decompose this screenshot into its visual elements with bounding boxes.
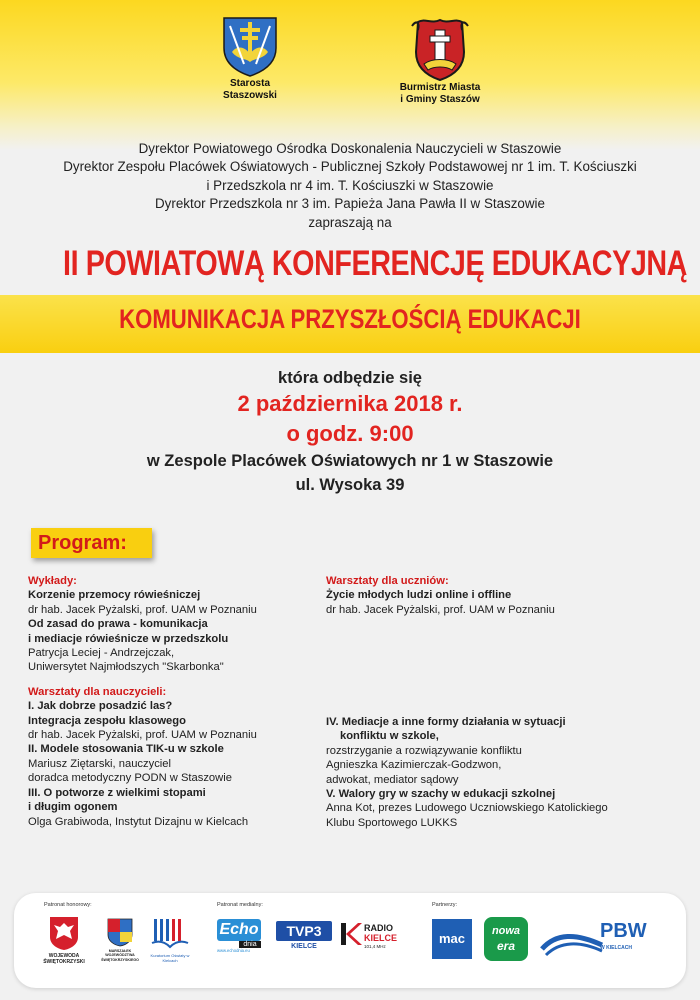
intro-line: Dyrektor Zespołu Placówek Oświatowych - Publicznej Szkoły Podstawowej nr 1 im. T. Kościuszki <box>63 159 637 175</box>
event-date: 2 października 2018 r. <box>237 391 463 416</box>
nowa-era-logo <box>484 917 528 961</box>
workshop-title: Życie młodych ludzi online i offline <box>326 589 512 602</box>
radio-text: RADIO <box>364 923 393 933</box>
marszalek-coat-of-arms-icon <box>106 917 134 947</box>
program-right-column-bottom <box>326 715 676 830</box>
mac-text: mac <box>438 931 466 946</box>
burmistrz-label-line1: Burmistrz Miasta <box>399 82 481 93</box>
media-patronage-label: Patronat medialny: <box>217 902 263 908</box>
event-street: ul. Wysoka 39 <box>295 476 405 494</box>
pbw-text: PBW <box>600 920 647 942</box>
workshop-title: III. O potworze z wielkimi stopami <box>28 786 206 799</box>
intro-line: Dyrektor Powiatowego Ośrodka Doskonalenia Nauczycieli w Staszowie <box>138 141 562 156</box>
workshop-title: II. Modele stosowania TIK-u w szkole <box>28 743 224 756</box>
tvp3-text: TVP3 <box>276 921 332 941</box>
radio-freq-text: 101,4 MHz <box>364 944 386 949</box>
workshop-title: Integracja zespołu klasowego <box>28 714 186 727</box>
workshop-speaker: Klubu Sportowego LUKKS <box>326 816 458 829</box>
lecture-title: i mediacje rówieśnicze w przedszkolu <box>28 632 229 645</box>
workshop-speaker: adwokat, mediator sądowy <box>326 773 459 786</box>
program-right-column-top <box>326 574 656 617</box>
marszalek-text: MARSZAŁEK WOJEWÓDZTWA ŚWIĘTOKRZYSKIEGO <box>101 949 139 962</box>
mac-logo <box>432 919 472 959</box>
burmistrz-coat-of-arms-icon <box>410 16 470 82</box>
workshop-speaker: doradca metodyczny PODN w Staszowie <box>28 772 232 785</box>
lecture-title: Od zasad do prawa - komunikacja <box>28 618 208 631</box>
starosta-label <box>210 78 290 102</box>
intro-line: i Przedszkola nr 4 im. T. Kościuszki w Staszowie <box>206 177 494 193</box>
workshop-speaker: rozstrzyganie a rozwiązywanie konfliktu <box>326 744 522 757</box>
radio-k-icon <box>340 921 362 952</box>
open-book-icon <box>150 915 190 951</box>
conference-subtitle: KOMUNIKACJA PRZYSZŁOŚCIĄ EDUKACJI <box>119 304 581 334</box>
header-yellow-band <box>0 0 700 150</box>
workshop-speaker: Agnieszka Kazimierczak-Godzwon, <box>326 759 502 772</box>
lecture-speaker: Patrycja Leciej - Andrzejczak, <box>28 647 175 660</box>
pbw-logo <box>540 917 658 961</box>
event-lead: która odbędzie się <box>278 369 422 387</box>
radio-k-mark-icon <box>340 921 362 947</box>
workshop-title: i długim ogonem <box>28 801 118 814</box>
event-info <box>0 368 700 497</box>
tvp3-city-text: KIELCE <box>291 943 317 950</box>
conference-headline: II POWIATOWĄ KONFERENCJĘ EDUKACYJNĄ <box>63 244 688 283</box>
pbw-book-icon <box>540 919 604 959</box>
echo-url-text: www.echodnia.eu <box>217 948 250 953</box>
kuratorium-text: Kuratorium Oświaty w Kielcach <box>150 953 190 963</box>
patrons-footer <box>14 893 686 988</box>
workshop-title: I. Jak dobrze posadzić las? <box>28 700 173 713</box>
intro-line: zapraszają na <box>308 214 392 230</box>
workshop-title: IV. Mediacje a inne formy działania w sytuacji <box>326 716 566 728</box>
lecture-speaker: Uniwersytet Najmłodszych "Skarbonka" <box>28 661 224 674</box>
lecture-speaker: dr hab. Jacek Pyżalski, prof. UAM w Poznaniu <box>28 603 257 616</box>
student-workshops-heading: Warsztaty dla uczniów: <box>326 575 449 587</box>
era-text: era <box>496 939 516 953</box>
workshop-speaker: Mariusz Ziętarski, nauczyciel <box>28 757 171 770</box>
starosta-label-line1: Starosta <box>229 78 270 89</box>
partners-label: Partnerzy: <box>432 902 458 908</box>
starosta-coat-of-arms-icon <box>218 14 282 78</box>
lectures-heading: Wykłady: <box>28 575 77 587</box>
wojewoda-text: WOJEWODA ŚWIĘTOKRZYSKI <box>43 953 85 965</box>
burmistrz-label-line2: i Gminy Staszów <box>400 94 480 105</box>
starosta-crest <box>210 14 290 102</box>
program-label-box <box>31 528 152 558</box>
lecture-title: Korzenie przemocy rówieśniczej <box>28 589 201 602</box>
echo-text: Echo <box>217 919 261 941</box>
pbw-city-text: W KIELCACH <box>600 945 632 951</box>
marszalek-logo <box>94 917 146 962</box>
program-label: Program: <box>38 532 127 554</box>
teacher-workshops-heading: Warsztaty dla nauczycieli: <box>28 685 167 698</box>
workshop-speaker: Olga Grabiwoda, Instytut Dizajnu w Kielcach <box>28 815 249 828</box>
workshop-speaker: Anna Kot, prezes Ludowego Uczniowskiego Katolickiego <box>326 802 608 815</box>
nowa-text: nowa <box>491 925 521 937</box>
workshop-title: konfliktu w szkole, <box>340 730 439 743</box>
echo-dnia-logo <box>217 919 267 955</box>
program-left-column <box>28 574 328 829</box>
dnia-text: dnia <box>239 941 261 948</box>
kuratorium-logo <box>144 915 196 963</box>
spacer <box>28 675 328 685</box>
wojewoda-logo <box>42 915 86 965</box>
radio-kielce-text: KIELCE <box>364 933 398 943</box>
radio-kielce-logo <box>340 921 412 957</box>
event-place: w Zespole Placówek Oświatowych nr 1 w Staszowie <box>146 452 554 470</box>
burmistrz-label <box>380 82 500 106</box>
intro-line: Dyrektor Przedszkola nr 3 im. Papieża Jana Pawła II w Staszowie <box>155 196 545 212</box>
workshop-speaker: dr hab. Jacek Pyżalski, prof. UAM w Poznaniu <box>28 729 257 742</box>
workshop-title: V. Walory gry w szachy w edukacji szkolnej <box>326 788 556 801</box>
polish-eagle-icon <box>48 915 80 951</box>
organizers-intro <box>0 140 700 232</box>
honorary-patronage-label: Patronat honorowy: <box>44 902 92 908</box>
starosta-label-line2: Staszowski <box>223 90 277 101</box>
workshop-speaker: dr hab. Jacek Pyżalski, prof. UAM w Poznaniu <box>326 603 555 616</box>
burmistrz-crest <box>380 16 500 106</box>
event-time: o godz. 9:00 <box>286 421 414 446</box>
tvp3-logo <box>276 921 332 959</box>
